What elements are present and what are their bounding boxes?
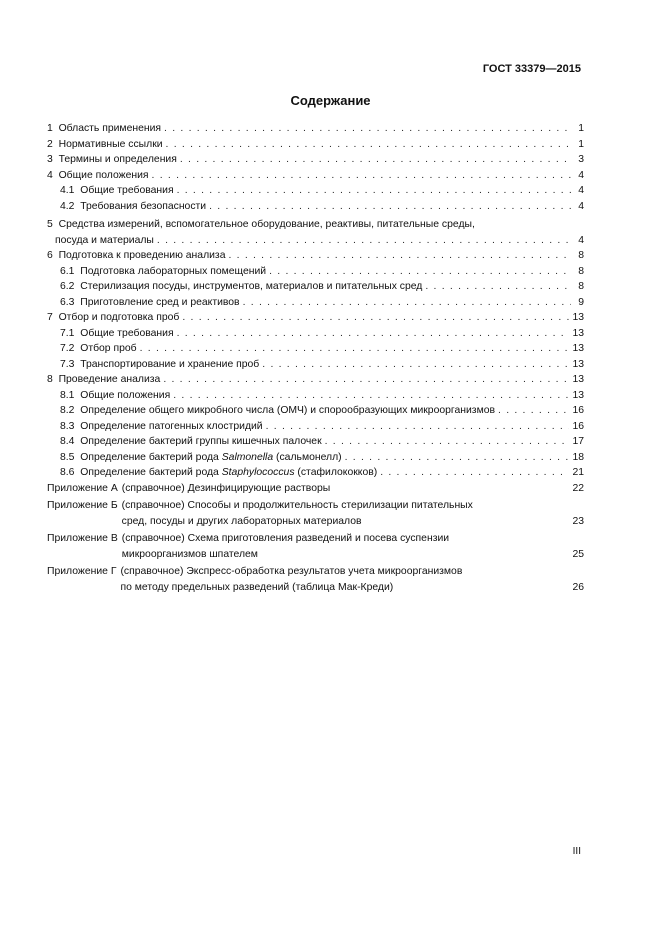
toc-item-4-2[interactable]: 4.2 Требования безопасности . . . 4 (47, 199, 584, 215)
toc-page: 4 (578, 234, 584, 246)
toc-page: 8 (578, 281, 584, 292)
toc-item-5[interactable]: 5 Средства измерений, вспомогательное оборудование, реактивы, питательные среды, посуда и материалы . . . 4 (47, 217, 584, 248)
toc-item-4-1[interactable]: 4.1 Общие требования . . . 4 (47, 183, 584, 199)
toc-item-7-1[interactable]: 7.1 Общие требования . . . 13 (47, 326, 584, 342)
toc-item-6-2[interactable]: 6.2 Стерилизация посуды, инструментов, материалов и питательных сред . . . 8 (47, 279, 584, 295)
toc-page: 22 (572, 482, 584, 494)
toc-page: 25 (572, 548, 584, 560)
toc-page: 16 (572, 420, 584, 432)
toc-page: 26 (572, 581, 584, 593)
toc-item-8-6[interactable]: 8.6 Определение бактерий рода Staphylococcus (стафилококков) . . . 21 (47, 465, 584, 481)
toc-page: 4 (578, 200, 584, 212)
toc-page: 13 (572, 389, 584, 401)
toc-item-8-4[interactable]: 8.4 Определение бактерий группы кишечных палочек . . . 17 (47, 434, 584, 450)
table-of-contents (47, 121, 584, 595)
toc-page: 16 (572, 405, 584, 416)
toc-item-8-2[interactable]: 8.2 Определение общего микробного числа (ОМЧ) и спорообразующих микроорганизмов . . . 16 (47, 403, 584, 419)
toc-appendix-v[interactable]: Приложение В (справочное) Схема приготовления разведений и посева суспензии микроорганизмов шпателем 25 (47, 531, 584, 562)
toc-page: 13 (572, 343, 584, 354)
page-number: III (572, 846, 581, 857)
toc-item-6-3[interactable]: 6.3 Приготовление сред и реактивов . . . 9 (47, 295, 584, 311)
toc-item-7[interactable]: 7 Отбор и подготовка проб . . . 13 (47, 310, 584, 326)
toc-item-1[interactable]: 1 Область применения . . . 1 (47, 121, 584, 137)
toc-page: 17 (572, 436, 584, 447)
toc-item-6[interactable]: 6 Подготовка к проведению анализа . . . 8 (47, 248, 584, 264)
toc-item-8-5[interactable]: 8.5 Определение бактерий рода Salmonella (сальмонелл) . . . 18 (47, 450, 584, 466)
toc-page: 8 (578, 250, 584, 261)
toc-page: 4 (578, 169, 584, 181)
toc-page: 21 (572, 467, 584, 478)
page-title: Содержание (290, 93, 371, 108)
toc-item-7-2[interactable]: 7.2 Отбор проб . . . 13 (47, 341, 584, 357)
toc-page: 1 (578, 138, 584, 150)
toc-page: 13 (572, 374, 584, 385)
toc-appendix-g[interactable]: Приложение Г (справочное) Экспресс-обработка результатов учета микроорганизмов по методу предельных разведений (таблица Мак-Креди) 26 (47, 564, 584, 595)
toc-item-2[interactable]: 2 Нормативные ссылки . . . 1 (47, 137, 584, 153)
toc-item-8[interactable]: 8 Проведение анализа . . . 13 (47, 372, 584, 388)
toc-item-8-1[interactable]: 8.1 Общие положения . . . 13 (47, 388, 584, 404)
document-id: ГОСТ 33379—2015 (482, 63, 581, 75)
toc-item-7-3[interactable]: 7.3 Транспортирование и хранение проб . . . 13 (47, 357, 584, 373)
toc-item-8-3[interactable]: 8.3 Определение патогенных клостридий . . . 16 (47, 419, 584, 435)
toc-item-4[interactable]: 4 Общие положения . . . 4 (47, 168, 584, 184)
toc-page: 8 (578, 265, 584, 277)
toc-page: 4 (578, 185, 584, 196)
toc-item-3[interactable]: 3 Термины и определения . . . 3 (47, 152, 584, 168)
toc-page: 1 (578, 123, 584, 134)
toc-page: 9 (578, 296, 584, 308)
toc-appendix-a[interactable]: Приложение А (справочное) Дезинфицирующие растворы 22 (47, 481, 584, 497)
toc-page: 18 (572, 451, 584, 463)
toc-appendix-b[interactable]: Приложение Б (справочное) Способы и продолжительность стерилизации питательных сред, посуды и других лабораторных материалов 23 (47, 498, 584, 529)
toc-page: 13 (572, 312, 584, 323)
toc-page: 13 (572, 327, 584, 339)
toc-item-6-1[interactable]: 6.1 Подготовка лабораторных помещений . . . 8 (47, 264, 584, 280)
toc-page: 23 (572, 515, 584, 527)
toc-page: 3 (578, 154, 584, 165)
toc-page: 13 (572, 358, 584, 370)
